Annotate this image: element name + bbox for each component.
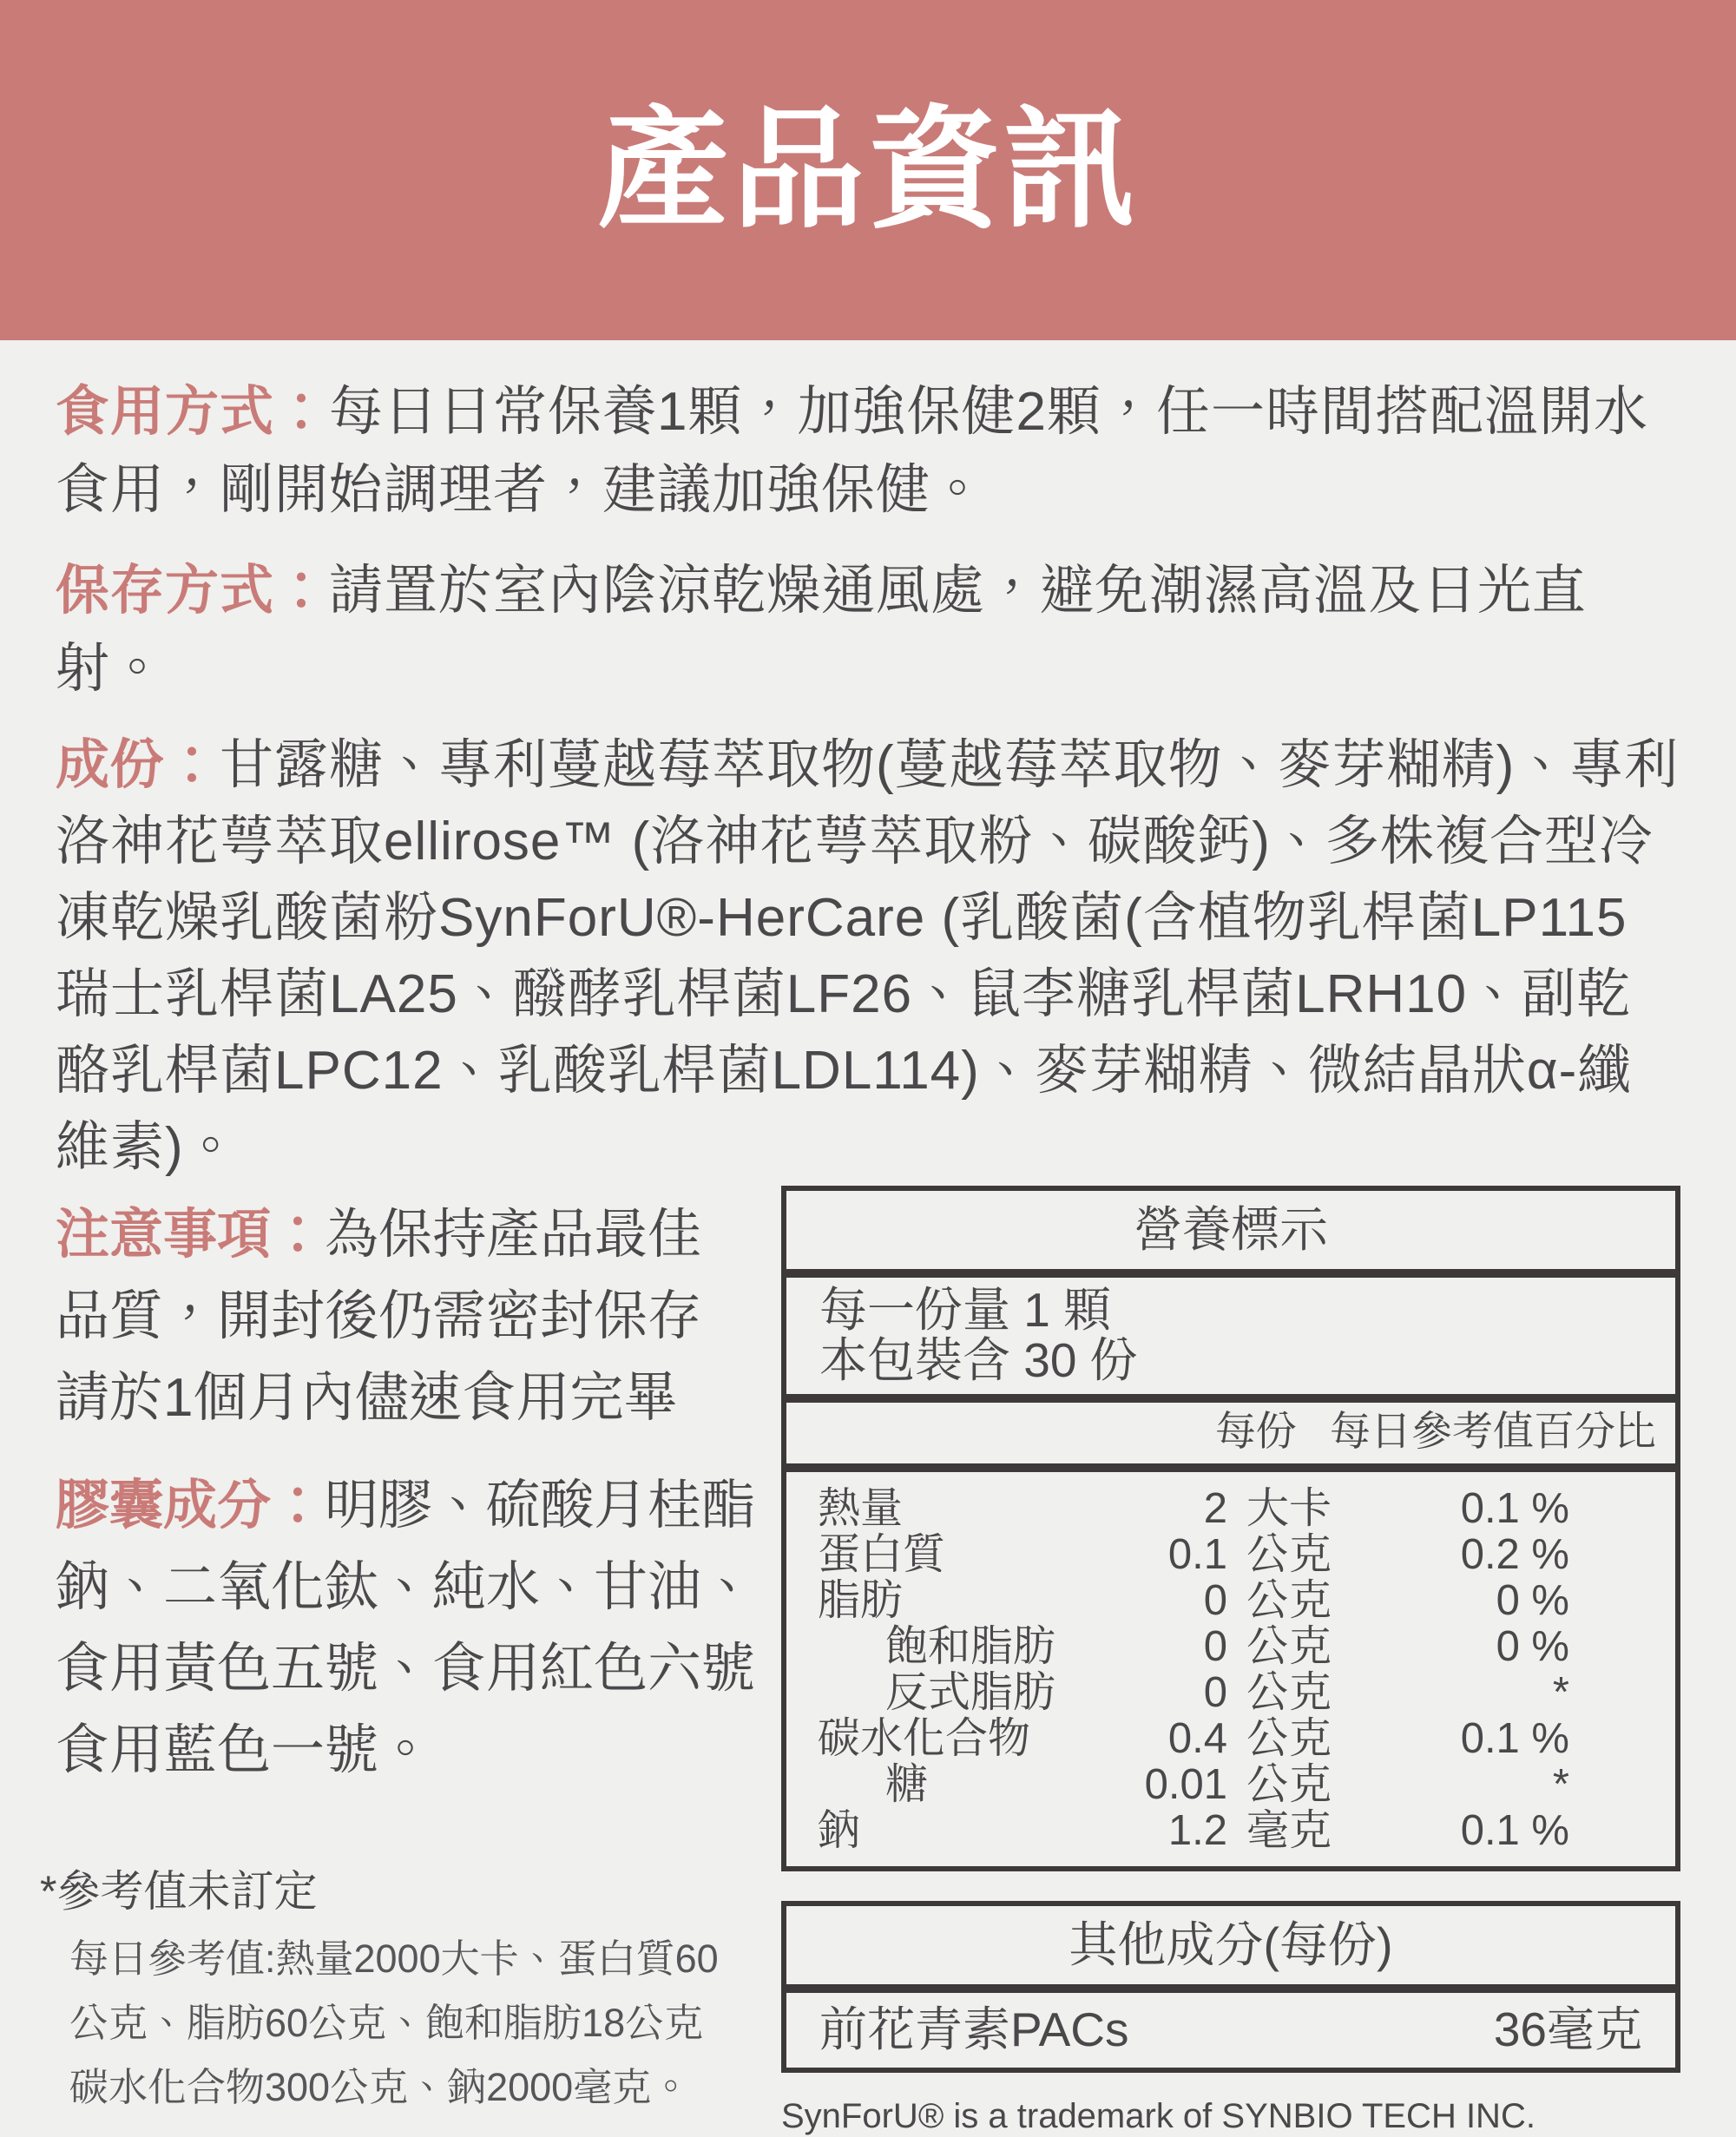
col-header-per-serving: 每份 (1215, 1408, 1297, 1454)
nutrition-facts-table (781, 1186, 1680, 1871)
row-name: 蛋白質 (818, 1531, 946, 1578)
other-ingredients-title: 其他成分(每份) (1069, 1917, 1393, 1972)
row-amount: 0 (1203, 1577, 1227, 1624)
row-amount: 1.2 (1167, 1807, 1227, 1854)
table-row-carbohydrate (818, 1716, 1644, 1762)
footnote-daily-line-1: 每日參考值:熱量2000大卡、蛋白質60 (69, 1936, 719, 1981)
usage-paragraph (56, 373, 1680, 529)
row-amount: 0 (1203, 1623, 1227, 1670)
usage-label: 食用方式： (56, 382, 330, 442)
storage-label: 保存方式： (56, 561, 330, 621)
table-row-sodium (818, 1808, 1644, 1854)
row-amount: 0.01 (1144, 1761, 1227, 1808)
notice-line-1 (56, 1205, 701, 1265)
nutrition-title: 營養標示 (1134, 1202, 1328, 1257)
table-row-sugar (818, 1762, 1644, 1808)
capsule-line-1-text: 明膠、硫酸月桂酯 (325, 1476, 756, 1535)
notice-line-1-text: 為保持產品最佳 (325, 1205, 702, 1265)
row-unit: 公克 (1246, 1761, 1332, 1808)
ingredients-text: 甘露糖、專利蔓越莓萃取物(蔓越莓萃取物、麥芽糊精)、專利洛神花萼萃取ellirose™ (洛神花萼萃取粉、碳酸鈣)、多株複合型冷凍乾燥乳酸菌粉SynForU®-HerCare (乳酸菌(含植物乳桿菌LP115瑞士乳桿菌LA25、醱酵乳桿菌LF26、鼠李糖乳桿菌LRH10、副乾酪乳桿菌LPC12、乳酸乳桿菌LDL114)、麥芽糊精、微結晶狀α-纖維素)。 (56, 735, 1680, 1177)
row-unit: 公克 (1246, 1715, 1332, 1762)
row-pct: 0 % (1496, 1623, 1569, 1670)
row-name: 糖 (885, 1761, 929, 1808)
trademark-note: SynForU® is a trademark of SYNBIO TECH INC. (781, 2097, 1535, 2135)
ingredients-label: 成份： (56, 735, 220, 795)
capsule-line-1 (56, 1476, 755, 1535)
notice-label: 注意事項： (56, 1205, 326, 1265)
right-column (781, 1186, 1680, 2137)
row-unit: 公克 (1246, 1669, 1332, 1716)
table-row-saturated-fat (818, 1624, 1644, 1670)
row-unit: 毫克 (1246, 1807, 1332, 1854)
notice-line-2: 品質，開封後仍需密封保存 (56, 1286, 702, 1346)
row-pct: 0.1 % (1460, 1807, 1569, 1854)
servings-per-pack-line: 本包裝含 30 份 (819, 1333, 1138, 1387)
row-name: 脂肪 (818, 1577, 904, 1624)
row-amount: 2 (1203, 1485, 1227, 1532)
capsule-label: 膠囊成分： (56, 1476, 326, 1535)
nutrition-serving-section (786, 1278, 1675, 1403)
capsule-line-4: 食用藍色一號。 (56, 1720, 433, 1780)
row-amount: 0.4 (1167, 1715, 1227, 1762)
two-column-section (40, 1186, 1680, 2137)
usage-text: 每日日常保養1顆，加強保健2顆，任一時間搭配溫開水食用，剛開始調理者，建議加強保健。 (56, 382, 1648, 520)
notice-paragraph (56, 1194, 760, 1439)
footnote-star: *參考值未訂定 (40, 1867, 318, 1916)
storage-paragraph (56, 552, 1680, 708)
row-pct: 0.1 % (1460, 1485, 1569, 1532)
row-unit: 公克 (1246, 1577, 1332, 1624)
nutrition-rows (786, 1472, 1675, 1866)
row-unit: 公克 (1246, 1623, 1332, 1670)
pacs-name: 前花青素PACs (819, 2002, 1129, 2056)
row-name: 飽和脂肪 (885, 1623, 1056, 1670)
row-name: 反式脂肪 (885, 1669, 1056, 1716)
notice-line-3: 請於1個月內儘速食用完畢 (56, 1368, 678, 1428)
row-name: 碳水化合物 (818, 1715, 1031, 1762)
footnote-daily-values (69, 1927, 760, 2120)
content-area (0, 340, 1736, 2137)
nutrition-title-section (786, 1191, 1675, 1278)
table-row-calories (818, 1486, 1644, 1532)
row-name: 熱量 (818, 1485, 904, 1532)
footnote-daily-line-3: 碳水化合物300公克、鈉2000毫克。 (69, 2065, 691, 2109)
footnote-daily-line-2: 公克、脂肪60公克、飽和脂肪18公克 (69, 2001, 704, 2045)
left-column (40, 1186, 760, 2120)
row-amount: 0.1 (1167, 1531, 1227, 1578)
table-row-fat (818, 1578, 1644, 1624)
other-ingredients-title-section (786, 1906, 1675, 1993)
table-row-protein (818, 1532, 1644, 1578)
nutrition-column-header (786, 1403, 1675, 1472)
row-pct: 0.2 % (1460, 1531, 1569, 1578)
row-unit: 公克 (1246, 1531, 1332, 1578)
table-row-pacs (786, 1993, 1675, 2068)
page-title: 產品資訊 (597, 96, 1139, 244)
capsule-line-3: 食用黃色五號、食用紅色六號 (56, 1639, 756, 1699)
row-pct: * (1552, 1669, 1569, 1716)
row-name: 鈉 (818, 1807, 861, 1854)
page-header-band (0, 0, 1736, 340)
capsule-line-2: 鈉、二氧化鈦、純水、甘油、 (56, 1557, 756, 1617)
other-ingredients-table (781, 1901, 1680, 2073)
row-pct: * (1552, 1761, 1569, 1808)
row-amount: 0 (1203, 1669, 1227, 1716)
storage-text: 請置於室內陰涼乾燥通風處，避免潮濕高溫及日光直射。 (56, 561, 1588, 699)
ingredients-paragraph (56, 727, 1680, 1186)
col-header-daily-pct: 每日參考值百分比 (1330, 1408, 1656, 1454)
row-pct: 0.1 % (1460, 1715, 1569, 1762)
row-unit: 大卡 (1246, 1485, 1332, 1532)
serving-size-line: 每一份量 1 顆 (819, 1283, 1112, 1337)
row-pct: 0 % (1496, 1577, 1569, 1624)
capsule-paragraph (56, 1465, 760, 1792)
table-row-trans-fat (818, 1670, 1644, 1716)
pacs-value: 36毫克 (1493, 2002, 1642, 2056)
